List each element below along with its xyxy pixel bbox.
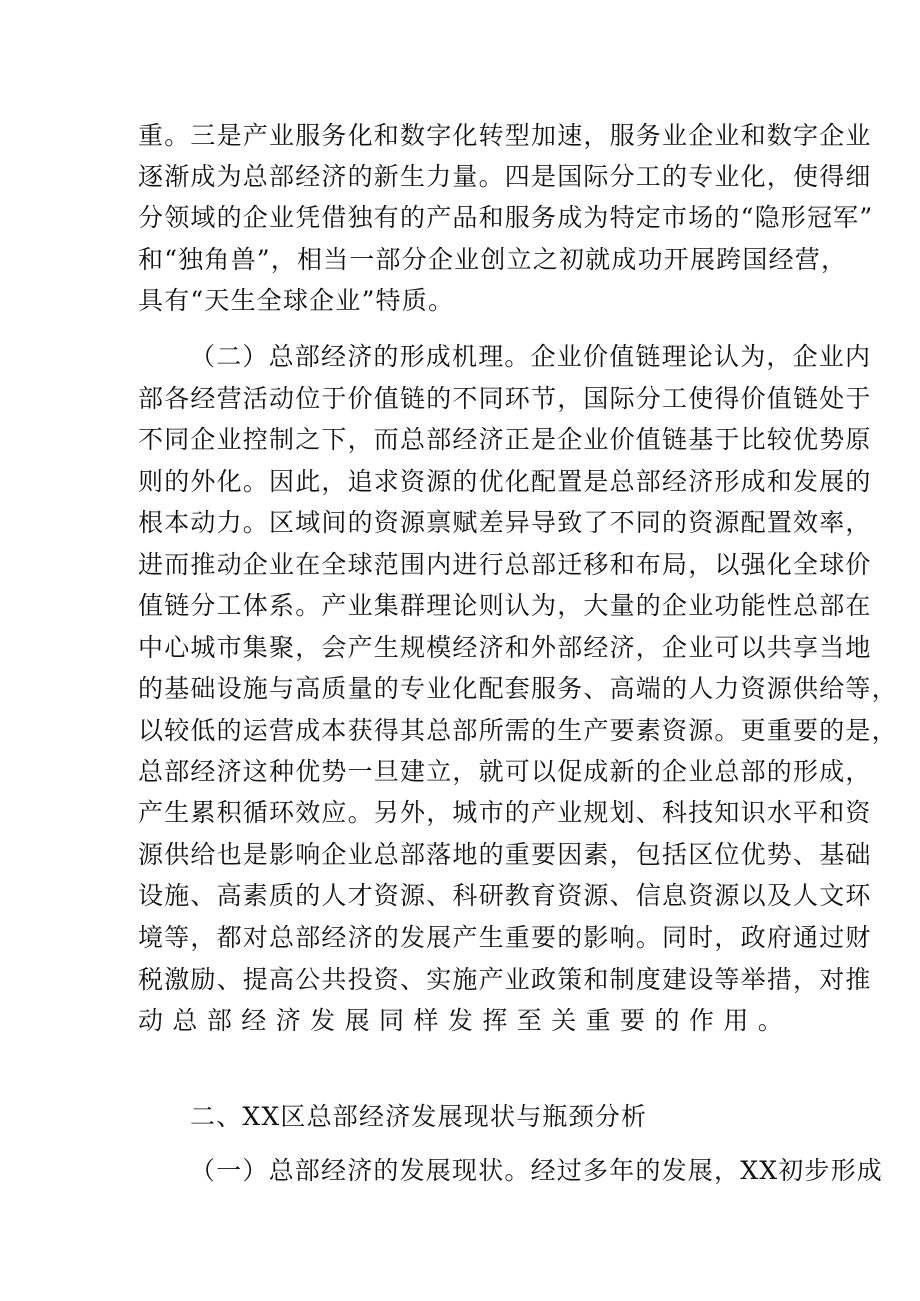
text-line: 分领域的企业凭借独有的产品和服务成为特定市场的“隐形冠军” — [138, 203, 874, 232]
section-heading: 二、XX区总部经济发展现状与瓶颈分析 — [190, 1102, 648, 1131]
text-line: 逐渐成为总部经济的新生力量。四是国际分工的专业化，使得细 — [138, 162, 872, 191]
text-line: 值链分工体系。产业集群理论则认为，大量的企业功能性总部在 — [138, 591, 872, 620]
text-line: 税激励、提高公共投资、实施产业政策和制度建设等举措，对推 — [138, 965, 872, 994]
text-line: 部各经营活动位于价值链的不同环节，国际分工使得价值链处于 — [138, 384, 872, 413]
paragraph-heading-line: （二）总部经济的形成机理。企业价值链理论认为，企业内 — [190, 342, 872, 371]
text-line: 产生累积循环效应。另外，城市的产业规划、科技知识水平和资 — [138, 798, 872, 827]
text-line: 境等，都对总部经济的发展产生重要的影响。同时，政府通过财 — [138, 923, 872, 952]
text-line: 重。三是产业服务化和数字化转型加速，服务业企业和数字企业 — [138, 121, 872, 150]
text-line: 根本动力。区域间的资源禀赋差异导致了不同的资源配置效率， — [138, 508, 872, 537]
text-line: 则的外化。因此，追求资源的优化配置是总部经济形成和发展的 — [138, 467, 872, 496]
text-line: 中心城市集聚，会产生规模经济和外部经济，企业可以共享当地 — [138, 633, 872, 662]
text-line: 总部经济这种优势一旦建立，就可以促成新的企业总部的形成， — [138, 757, 872, 786]
text-line: 动总部经济发展同样发挥至关重要的作用。 — [138, 1006, 784, 1035]
text-line: 不同企业控制之下，而总部经济正是企业价值链基于比较优势原 — [138, 425, 872, 454]
text-line: 进而推动企业在全球范围内进行总部迁移和布局，以强化全球价 — [138, 550, 872, 579]
text-line: 的基础设施与高质量的专业化配套服务、高端的人力资源供给等， — [138, 674, 898, 703]
text-line: 设施、高素质的人才资源、科研教育资源、信息资源以及人文环 — [138, 881, 872, 910]
paragraph-heading-line: （一）总部经济的发展现状。经过多年的发展，XX初步形成 — [190, 1156, 883, 1185]
text-line: 源供给也是影响企业总部落地的重要因素，包括区位优势、基础 — [138, 840, 872, 869]
text-line: 和“独角兽”，相当一部分企业创立之初就成功开展跨国经营， — [138, 245, 848, 274]
text-line: 具有“天生全球企业”特质。 — [138, 286, 455, 315]
text-line: 以较低的运营成本获得其总部所需的生产要素资源。更重要的是， — [138, 716, 898, 745]
